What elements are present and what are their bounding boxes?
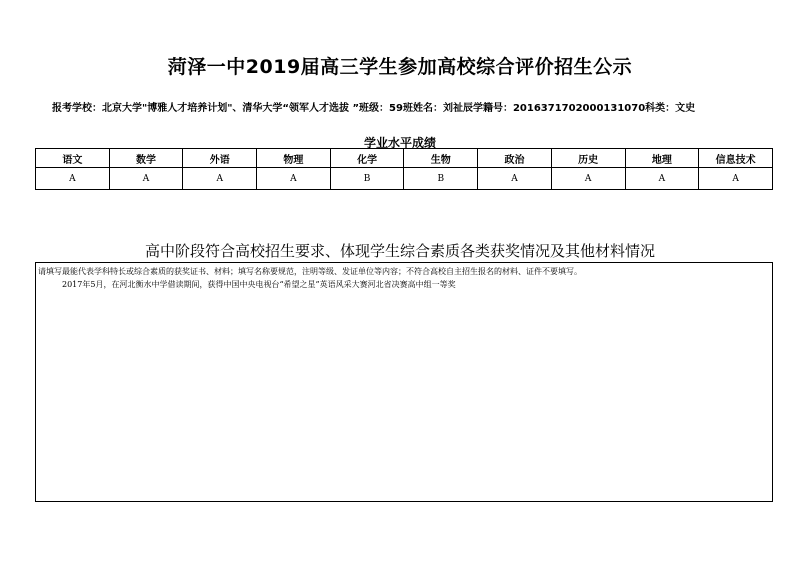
subject-header: 外语 <box>183 149 257 168</box>
scores-grade-row <box>36 168 773 190</box>
subject-header: 历史 <box>551 149 625 168</box>
subject-header: 生物 <box>404 149 478 168</box>
awards-instruction: 请填写最能代表学科特长或综合素质的获奖证书、材料；填写名称要规范，注明等级、发证单位等内容；不符合高校自主招生报名的材料、证件不要填写。 <box>38 267 582 276</box>
scores-section-title: 学业水平成绩 <box>363 136 436 150</box>
awards-box <box>35 262 773 502</box>
grade-cell: B <box>404 168 478 190</box>
subject-header: 化学 <box>330 149 404 168</box>
grade-cell: A <box>257 168 331 190</box>
page-title: 菏泽一中2019届高三学生参加高校综合评价招生公示 <box>167 56 633 78</box>
subject-header: 地理 <box>625 149 699 168</box>
scores-header-row <box>36 149 773 168</box>
applicant-info-line: 报考学校：北京大学"博雅人才培养计划"、清华大学“领军人才选拔 ”班级：59班姓名：刘祉辰学籍号：20163717020001310​70科类：文史 <box>52 103 696 114</box>
grade-cell: B <box>330 168 404 190</box>
subject-header: 政治 <box>478 149 552 168</box>
subject-header: 语文 <box>36 149 110 168</box>
award-entry: 2017年5月，在河北衡水中学借读期间，获得中国中央电视台“希望之星”英语风采大赛河北省决赛高中组一等奖 <box>62 280 456 289</box>
grade-cell: A <box>36 168 110 190</box>
scores-table <box>35 148 773 190</box>
grade-cell: A <box>699 168 773 190</box>
grade-cell: A <box>551 168 625 190</box>
subject-header: 信息技术 <box>699 149 773 168</box>
grade-cell: A <box>625 168 699 190</box>
awards-section-title: 高中阶段符合高校招生要求、体现学生综合素质各类获奖情况及其他材料情况 <box>144 242 655 260</box>
subject-header: 数学 <box>109 149 183 168</box>
grade-cell: A <box>183 168 257 190</box>
subject-header: 物理 <box>257 149 331 168</box>
grade-cell: A <box>478 168 552 190</box>
grade-cell: A <box>109 168 183 190</box>
